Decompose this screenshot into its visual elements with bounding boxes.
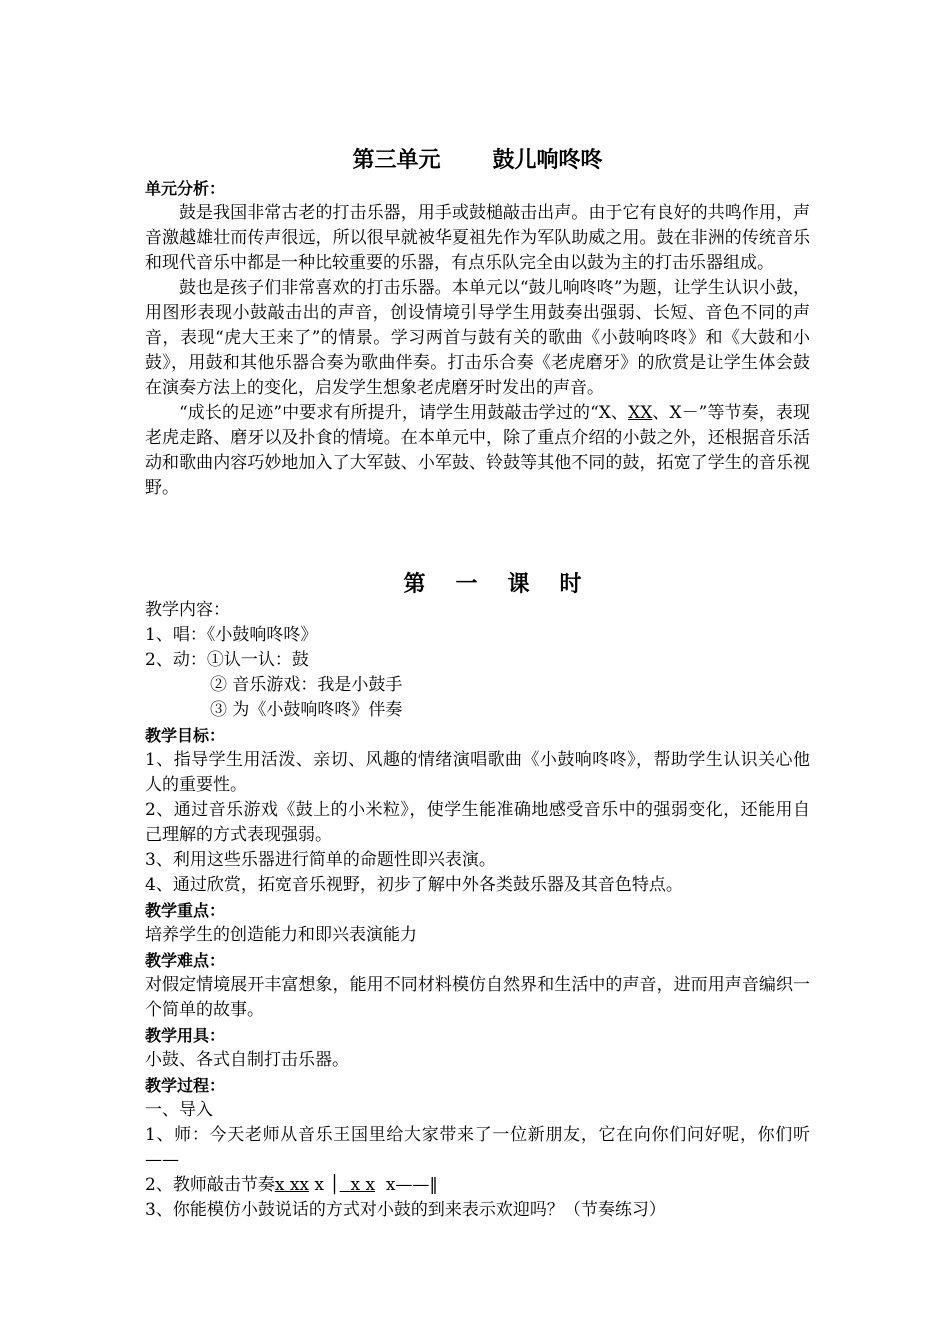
analysis-paragraph-1: 鼓是我国非常古老的打击乐器，用手或鼓槌敲击出声。由于它有良好的共鸣作用，声音激越雄壮而传声很远，所以很早就被华夏祖先作为军队助威之用。鼓在非洲的传统音乐和现代音乐中都是一种比较重要的乐器，有点乐队完全由以鼓为主的打击乐器组成。: [145, 203, 810, 273]
content-label: 教学内容：: [145, 600, 230, 620]
difficulty-heading: 教学难点：: [145, 951, 226, 970]
analysis-paragraph-3: “成长的足迹”中要求有所提升，请学生用鼓敲击学过的“X、XX、X－”等节奏，表现老虎走路、磨牙以及扑食的情境。在本单元中，除了重点介绍的小鼓之外，还根据音乐活动和歌曲内容巧妙地加入了大军鼓、小军鼓、铃鼓等其他不同的鼓，拓宽了学生的音乐视野。: [145, 403, 810, 498]
unit-analysis-section: [145, 176, 810, 501]
process-step-2: 2、教师敲击节奏x xx x │ x x x——‖: [145, 1175, 438, 1195]
unit-title: [145, 146, 810, 176]
analysis-paragraph-2: 鼓也是孩子们非常喜欢的打击乐器。本单元以“鼓儿响咚咚”为题，让学生认识小鼓，用图形表现小鼓敲击出的声音，创设情境引导学生用鼓奏出强弱、长短、音色不同的声音，表现“虎大王来了”的情景。学习两首与鼓有关的歌曲《小鼓响咚咚》和《大鼓和小鼓》，用鼓和其他乐器合奏为歌曲伴奏。打击乐合奏《老虎磨牙》的欣赏是让学生体会鼓在演奏方法上的变化，启发学生想象老虎磨牙时发出的声音。: [145, 278, 810, 398]
unit-name: 鼓儿响咚咚: [492, 148, 603, 173]
tools-text: 小鼓、各式自制打击乐器。: [145, 1050, 349, 1070]
rhythm-underline-1: x xx: [274, 1175, 309, 1195]
goal-item: 4、通过欣赏，拓宽音乐视野，初步了解中外各类鼓乐器及其音色特点。: [145, 875, 683, 895]
goal-item: 3、利用这些乐器进行简单的命题性即兴表演。: [145, 850, 496, 870]
rhythm-underline-2: x x: [339, 1175, 376, 1195]
analysis-heading: 单元分析：: [145, 179, 226, 198]
key-text: 培养学生的创造能力和即兴表演能力: [145, 925, 417, 945]
process-step-1: 1、师：今天老师从音乐王国里给大家带来了一位新朋友，它在向你们问好呢，你们听——: [145, 1125, 810, 1170]
content-item: 2、动：①认一认：鼓: [145, 650, 309, 670]
unit-number: 第三单元: [352, 148, 441, 173]
content-item: 1、唱：《小鼓响咚咚》: [145, 625, 318, 645]
rhythm-xx: XX: [628, 403, 653, 423]
process-section: 一、导入: [145, 1100, 213, 1120]
lesson-section: [145, 598, 810, 1223]
goals-heading: 教学目标：: [145, 726, 226, 745]
difficulty-text: 对假定情境展开丰富想象，能用不同材料模仿自然界和生活中的声音，进而用声音编织一个简单的故事。: [145, 975, 810, 1020]
goal-item: 1、指导学生用活泼、亲切、风趣的情绪演唱歌曲《小鼓响咚咚》，帮助学生认识关心他人的重要性。: [145, 750, 810, 795]
lesson-title: 第一课时: [403, 572, 612, 597]
content-item: ② 音乐游戏：我是小鼓手: [210, 675, 403, 695]
process-step-3: 3、你能模仿小鼓说话的方式对小鼓的到来表示欢迎吗？（节奏练习）: [145, 1200, 666, 1220]
key-heading: 教学重点：: [145, 901, 226, 920]
goal-item: 2、通过音乐游戏《鼓上的小米粒》，使学生能准确地感受音乐中的强弱变化，还能用自己理解的方式表现强弱。: [145, 800, 810, 845]
tools-heading: 教学用具：: [145, 1026, 226, 1045]
content-item: ③ 为《小鼓响咚咚》伴奏: [210, 700, 403, 720]
process-heading: 教学过程：: [145, 1076, 226, 1095]
